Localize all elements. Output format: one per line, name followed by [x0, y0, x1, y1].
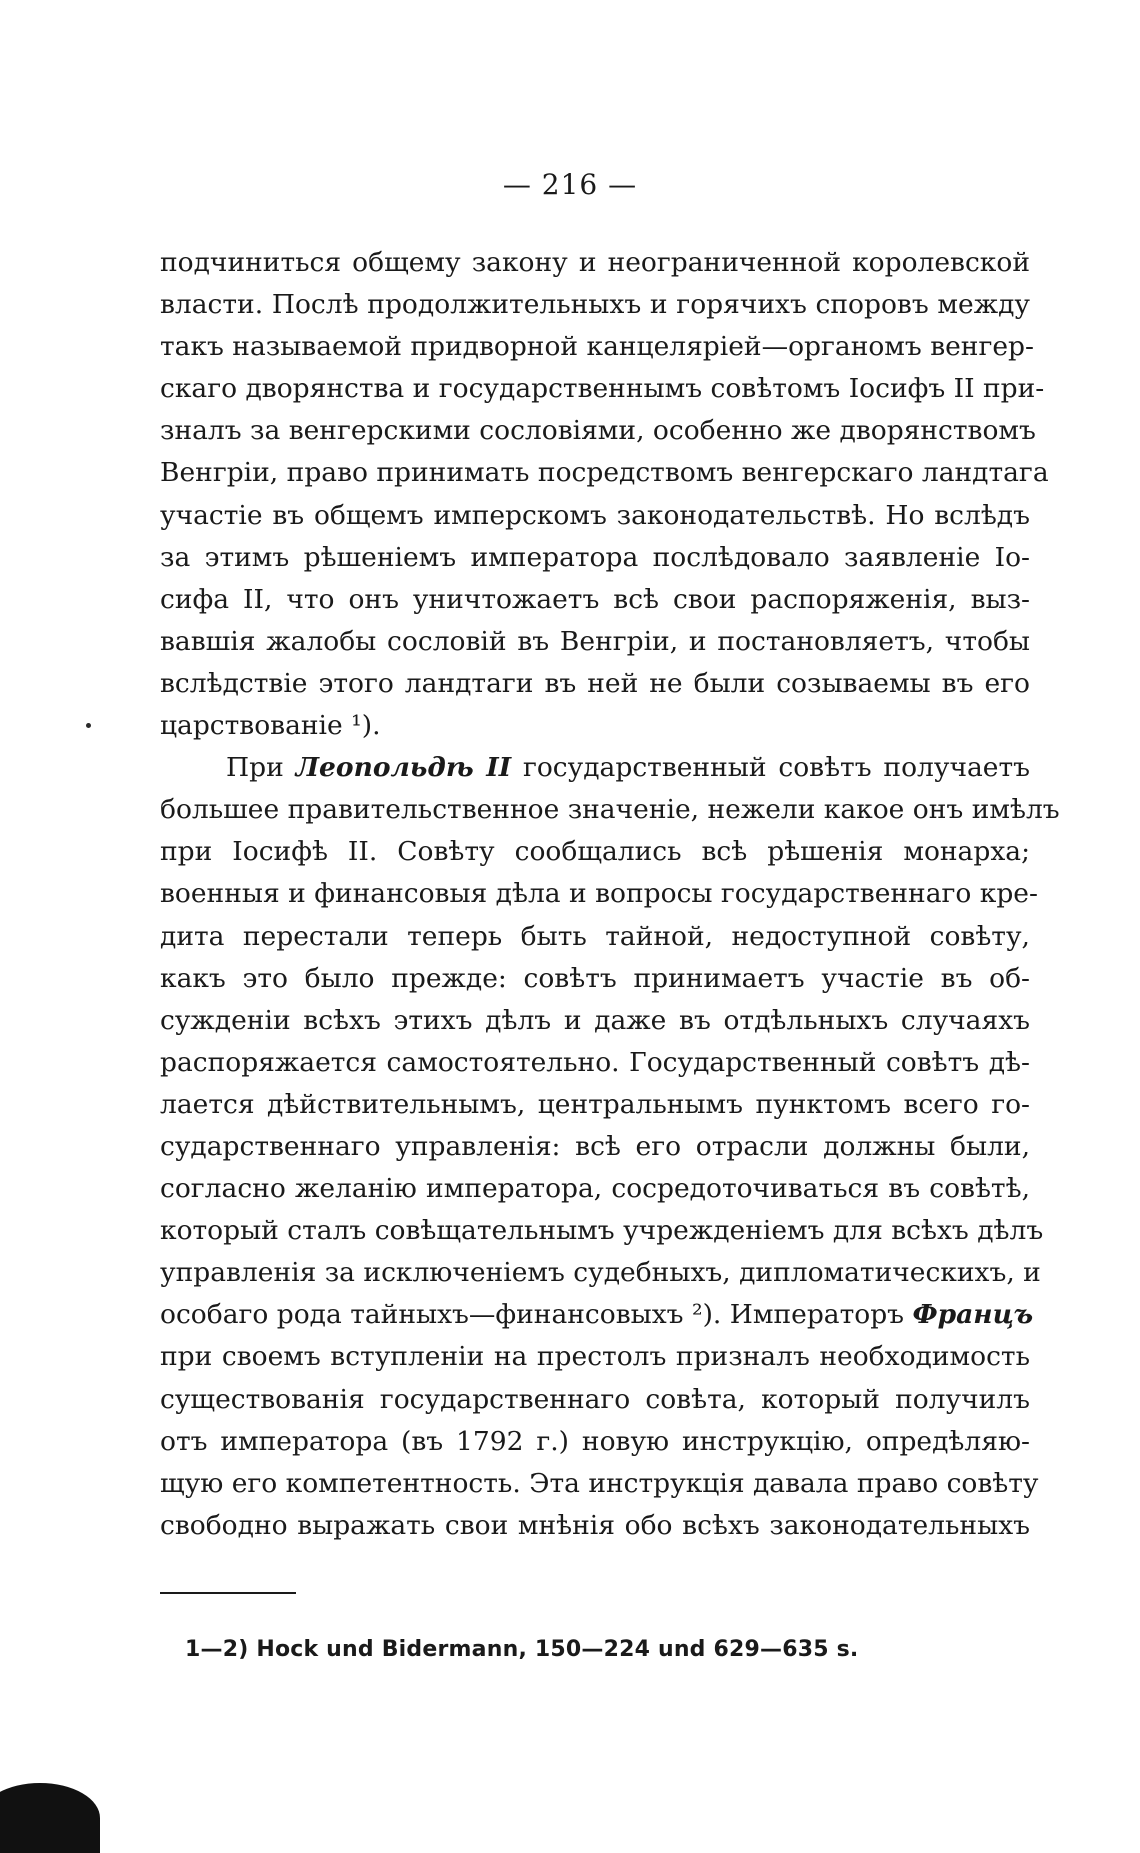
text-line: существованія государственнаго совѣта, который получилъ [160, 1383, 1030, 1415]
line-text-after: государственный совѣтъ получаетъ [511, 752, 1030, 784]
emphasized-name: Леопольдѣ II [295, 752, 512, 784]
text-line: военныя и финансовыя дѣла и вопросы государственнаго кре- [160, 878, 1038, 910]
text-line: распоряжается самостоятельно. Государственный совѣтъ дѣ- [160, 1046, 1030, 1078]
text-line: сифа II, что онъ уничтожаетъ всѣ свои распоряженія, выз- [160, 583, 1030, 615]
text-line: Венгріи, право принимать посредствомъ венгерскаго ландтага [160, 457, 1049, 489]
text-line: какъ это было прежде: совѣтъ принимаетъ участіе въ об- [160, 962, 1030, 994]
scan-corner-blot [0, 1783, 100, 1853]
text-line: дита перестали теперь быть тайной, недоступной совѣту, [160, 920, 1030, 952]
text-line: лается дѣйствительнымъ, центральнымъ пунктомъ всего го- [160, 1088, 1030, 1120]
text-line: вавшія жалобы сословій въ Венгріи, и постановляетъ, чтобы [160, 625, 1030, 657]
emphasized-name: Францъ [912, 1299, 1034, 1331]
text-line: при своемъ вступленіи на престолъ призналъ необходимость [160, 1341, 1030, 1373]
text-line: который сталъ совѣщательнымъ учрежденіемъ для всѣхъ дѣлъ [160, 1215, 1044, 1247]
footnote: 1—2) Hock und Bidermann, 150—224 und 629—635 s. [185, 1637, 859, 1662]
paragraph-end-line: царствованіе ¹). [160, 710, 381, 742]
text-line: за этимъ рѣшеніемъ императора послѣдовало заявленіе Іо- [160, 541, 1030, 573]
margin-mark [86, 723, 91, 728]
text-line: подчиниться общему закону и неограниченной королевской [160, 247, 1030, 278]
text-line: сударственнаго управленія: всѣ его отрасли должны были, [160, 1130, 1030, 1162]
text-line: скаго дворянства и государственнымъ совѣтомъ Іосифъ II при- [160, 373, 1045, 405]
body-text [160, 242, 1060, 1547]
text-line: свободно выражать свои мнѣнія обо всѣхъ законодательныхъ [160, 1509, 1030, 1541]
text-line: при Іосифѣ II. Совѣту сообщались всѣ рѣшенія монарха; [160, 836, 1030, 868]
paragraph-start-line [160, 747, 1030, 789]
line-text-before: особаго рода тайныхъ—финансовыхъ ²). Императоръ [160, 1299, 913, 1331]
footnote-divider [160, 1592, 296, 1594]
text-line [160, 1294, 1034, 1336]
text-line: вслѣдствіе этого ландтаги въ ней не были созываемы въ его [160, 667, 1030, 699]
text-line: отъ императора (въ 1792 г.) новую инструкцію, опредѣляю- [160, 1425, 1030, 1457]
text-line: такъ называемой придворной канцеляріей—органомъ венгер- [160, 331, 1034, 363]
text-line: власти. Послѣ продолжительныхъ и горячихъ споровъ между [160, 289, 1030, 321]
text-line: большее правительственное значеніе, нежели какое онъ имѣлъ [160, 794, 1060, 826]
text-line: управленія за исключеніемъ судебныхъ, дипломатическихъ, и [160, 1257, 1041, 1289]
text-line: сужденіи всѣхъ этихъ дѣлъ и даже въ отдѣльныхъ случаяхъ [160, 1004, 1030, 1036]
text-line: зналъ за венгерскими сословіями, особенно же дворянствомъ [160, 415, 1036, 447]
text-line: щую его компетентность. Эта инструкція давала право совѣту [160, 1467, 1039, 1499]
text-line: согласно желанію императора, сосредоточиваться въ совѣтѣ, [160, 1173, 1030, 1205]
line-text-before: При [226, 752, 296, 784]
page-number: — 216 — [502, 168, 638, 201]
text-line: участіе въ общемъ имперскомъ законодательствѣ. Но вслѣдъ [160, 499, 1030, 531]
